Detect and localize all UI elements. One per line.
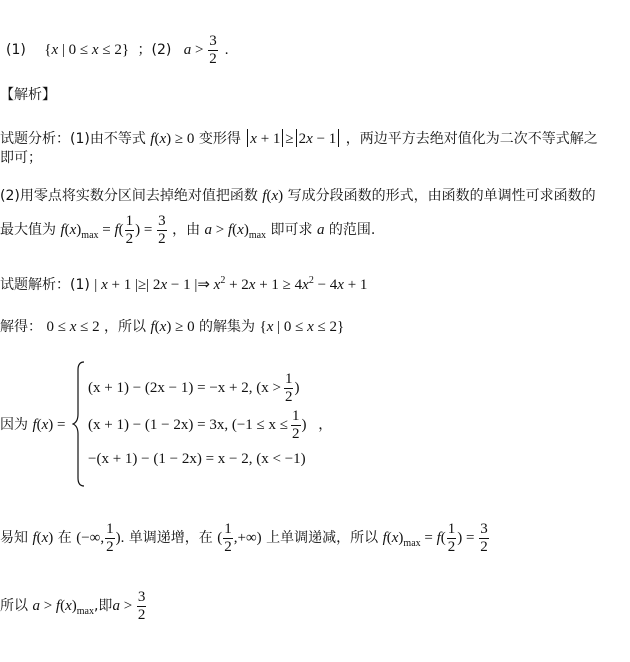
monotonicity-line: 易知 f(x) 在 (−∞, $\frac{1}{2}$ ). 单调递增，在 ( $\frac{1}{2}$ ,+∞) 上单调递减，所以 $f(x)_{max} = f$( $\frac{1}{2}$ ) = $\frac{3}{2}$: [0, 521, 488, 555]
squared-inequality: | x + 1 |≥| 2x − 1 |⇒ $x^2 + 2x + 1 \ge 4x^2 - 4x + 1$: [94, 275, 368, 293]
var-a: a: [316, 221, 325, 238]
piecewise-brace: [72, 360, 86, 488]
hint1-line2: 即可；: [0, 150, 42, 166]
analysis-header: 【解析】: [0, 87, 56, 103]
interval-dec: ( $\frac{1}{2}$ ,+∞): [217, 521, 262, 555]
answer-2: a > $\frac{3}{2}$ .: [183, 33, 229, 67]
piece-3: −(x + 1) − (1 − 2x) = x − 2, (x < −1): [88, 451, 306, 467]
answer-set-1: {x | 0 ≤ x ≤ 2}: [44, 41, 130, 58]
interval-inc: (−∞, $\frac{1}{2}$ ).: [76, 521, 125, 555]
answer-sep: ；(2): [137, 41, 172, 58]
solution-step1: 试题解析：(1) | x + 1 |≥| 2x − 1 |⇒ $x^2 + 2x + 1 \ge 4x^2 - 4x + 1$: [0, 275, 368, 293]
piece-1: (x + 1) − (2x − 1) = −x + 2, (x > $\frac{1}{2}$ ): [88, 371, 300, 405]
answer-label-1: (1): [6, 41, 26, 58]
final-answer: a > $\frac{3}{2}$: [112, 589, 146, 623]
hint1-line1: 试题分析：(1)由不等式 f(x) ≥ 0 变形得 x + 1 ≥ 2x − 1 ，两边平方去绝对值化为二次不等式解之: [0, 131, 598, 147]
conclusion-line: 所以 $a > f(x)_{max}$,即a > $\frac{3}{2}$: [0, 589, 146, 623]
abs-inequality: x + 1 ≥ 2x − 1: [245, 131, 341, 147]
piece-2: (x + 1) − (1 − 2x) = 3x, (−1 ≤ x ≤ $\frac{1}{2}$ ) ，: [88, 408, 333, 442]
fx: f(x): [262, 188, 284, 204]
piecewise-lead: 因为 f(x) =: [0, 417, 66, 433]
fraction-3-2: $\frac{3}{2}$: [209, 33, 217, 67]
max-eq: $f(x)_{max} = f$( $\frac{1}{2}$ ) = $\frac{3}{2}$: [382, 521, 488, 555]
solve-line: 解得： 0 ≤ x ≤ 2 ，所以 f(x) ≥ 0 的解集为 {x | 0 ≤ x ≤ 2}: [0, 319, 345, 335]
solution-set: {x | 0 ≤ x ≤ 2}: [259, 319, 345, 335]
hint2-line1: (2)用零点将实数分区间去掉绝对值把函数 f(x) 写成分段函数的形式，由函数的单调性可求函数的: [0, 188, 596, 204]
answer-line: [6, 34, 229, 67]
hint2-line2: 最大值为 $f(x)_{max} = f$( $\frac{1}{2}$ ) = $\frac{3}{2}$ ，由 $a > f(x)_{max}$ 即可求 a 的范围.: [0, 213, 376, 247]
max-value-expr: $f(x)_{max} = f$( $\frac{1}{2}$ ) = $\frac{3}{2}$: [60, 213, 166, 247]
ineq-fx-ge-0: f(x) ≥ 0: [150, 131, 195, 147]
a-gt-fmax: $a > f(x)_{max}$: [204, 221, 267, 241]
